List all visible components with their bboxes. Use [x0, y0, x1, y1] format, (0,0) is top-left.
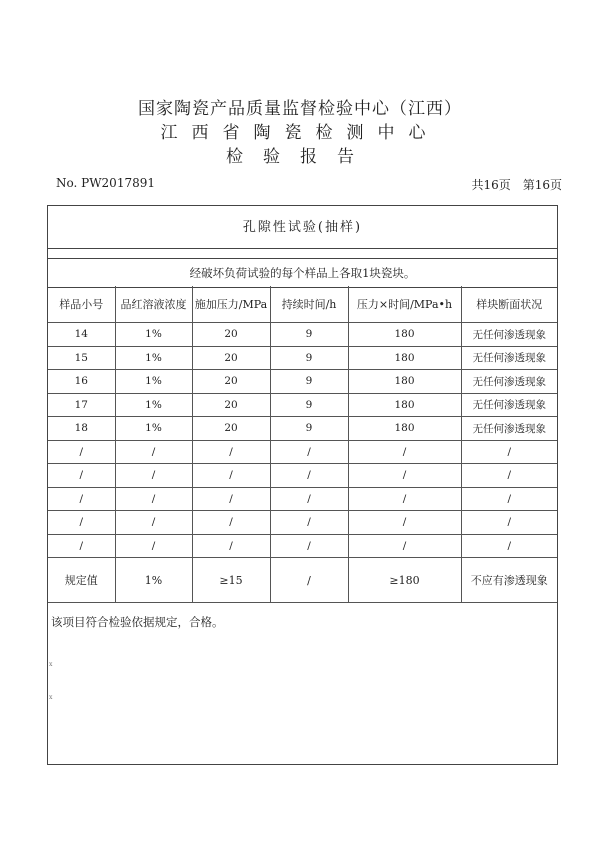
table-cell: / [48, 511, 115, 535]
specification-row [48, 558, 557, 603]
table-cell: / [48, 440, 115, 464]
table-cell: / [270, 464, 348, 488]
table-cell: / [270, 487, 348, 511]
table-cell: 1% [115, 393, 192, 417]
table-cell: / [48, 464, 115, 488]
spec-cell: 规定值 [48, 558, 115, 603]
table-cell: 180 [348, 346, 461, 370]
table-cell: 16 [48, 370, 115, 394]
column-header: 品红溶液浓度 [115, 286, 192, 323]
table-cell: 20 [192, 346, 270, 370]
table-cell: 18 [48, 417, 115, 441]
table-cell: 无任何渗透现象 [461, 323, 557, 347]
table-cell: / [348, 464, 461, 488]
table-cell: 9 [270, 346, 348, 370]
table-cell: / [461, 487, 557, 511]
table-cell: 20 [192, 417, 270, 441]
table-row [48, 417, 557, 441]
report-header [0, 98, 600, 168]
table-row [48, 464, 557, 488]
table-cell: / [115, 534, 192, 558]
table-cell: 15 [48, 346, 115, 370]
table-cell: 无任何渗透现象 [461, 393, 557, 417]
spec-cell: / [270, 558, 348, 603]
provincial-center-name: 江西省陶瓷检测中心 [160, 123, 440, 143]
table-cell: / [192, 534, 270, 558]
table-cell: / [270, 511, 348, 535]
table-row [48, 346, 557, 370]
table-cell: 180 [348, 370, 461, 394]
table-cell: 9 [270, 393, 348, 417]
table-row [48, 534, 557, 558]
table-cell: 180 [348, 323, 461, 347]
report-title: 检验报告 [226, 147, 374, 167]
results-table [48, 286, 557, 603]
column-header: 样品小号 [48, 286, 115, 323]
table-cell: 无任何渗透现象 [461, 346, 557, 370]
column-header: 压力×时间/MPa•h [348, 286, 461, 323]
table-cell: / [48, 487, 115, 511]
table-cell: 20 [192, 393, 270, 417]
table-cell: / [192, 487, 270, 511]
table-cell: / [348, 487, 461, 511]
table-cell: 20 [192, 323, 270, 347]
column-header: 样块断面状况 [461, 286, 557, 323]
table-cell: 180 [348, 417, 461, 441]
table-cell: / [461, 440, 557, 464]
table-cell: / [348, 440, 461, 464]
table-cell: 20 [192, 370, 270, 394]
table-row [48, 511, 557, 535]
table-row [48, 393, 557, 417]
table-cell: 1% [115, 323, 192, 347]
table-cell: 9 [270, 417, 348, 441]
table-cell: / [348, 534, 461, 558]
column-header: 施加压力/MPa [192, 286, 270, 323]
table-cell: 1% [115, 370, 192, 394]
spec-cell: 1% [115, 558, 192, 603]
section-note: 经破坏负荷试验的每个样品上各取1块瓷块。 [48, 258, 557, 288]
table-cell: / [192, 464, 270, 488]
table-cell: / [115, 487, 192, 511]
table-cell: / [115, 511, 192, 535]
conclusion-text: 该项目符合检验依据规定，合格。 [51, 615, 224, 629]
table-cell: / [115, 440, 192, 464]
center-name: 国家陶瓷产品质量监督检验中心（江西） [138, 99, 462, 119]
page-indicator: 共16页 第16页 [471, 178, 562, 192]
report-number: No. PW2017891 [56, 176, 155, 190]
table-row [48, 487, 557, 511]
margin-mark: x [49, 694, 53, 701]
table-cell: 9 [270, 370, 348, 394]
table-cell: 180 [348, 393, 461, 417]
table-cell: 无任何渗透现象 [461, 417, 557, 441]
table-header-row [48, 286, 557, 323]
table-cell: / [348, 511, 461, 535]
table-cell: / [48, 534, 115, 558]
table-cell: / [270, 440, 348, 464]
section-title: 孔隙性试验(抽样) [48, 206, 557, 249]
table-row [48, 370, 557, 394]
table-cell: 9 [270, 323, 348, 347]
table-cell: / [461, 464, 557, 488]
table-cell: / [461, 534, 557, 558]
table-cell: 1% [115, 346, 192, 370]
table-cell: 14 [48, 323, 115, 347]
spec-cell: 不应有渗透现象 [461, 558, 557, 603]
table-cell: 1% [115, 417, 192, 441]
table-row [48, 440, 557, 464]
table-cell: / [192, 511, 270, 535]
spec-cell: ≥15 [192, 558, 270, 603]
spec-cell: ≥180 [348, 558, 461, 603]
table-cell: 17 [48, 393, 115, 417]
margin-mark: x [49, 661, 53, 668]
table-cell: / [461, 511, 557, 535]
table-row [48, 323, 557, 347]
column-header: 持续时间/h [270, 286, 348, 323]
table-cell: / [270, 534, 348, 558]
report-frame [47, 205, 558, 765]
table-cell: 无任何渗透现象 [461, 370, 557, 394]
table-cell: / [192, 440, 270, 464]
table-cell: / [115, 464, 192, 488]
